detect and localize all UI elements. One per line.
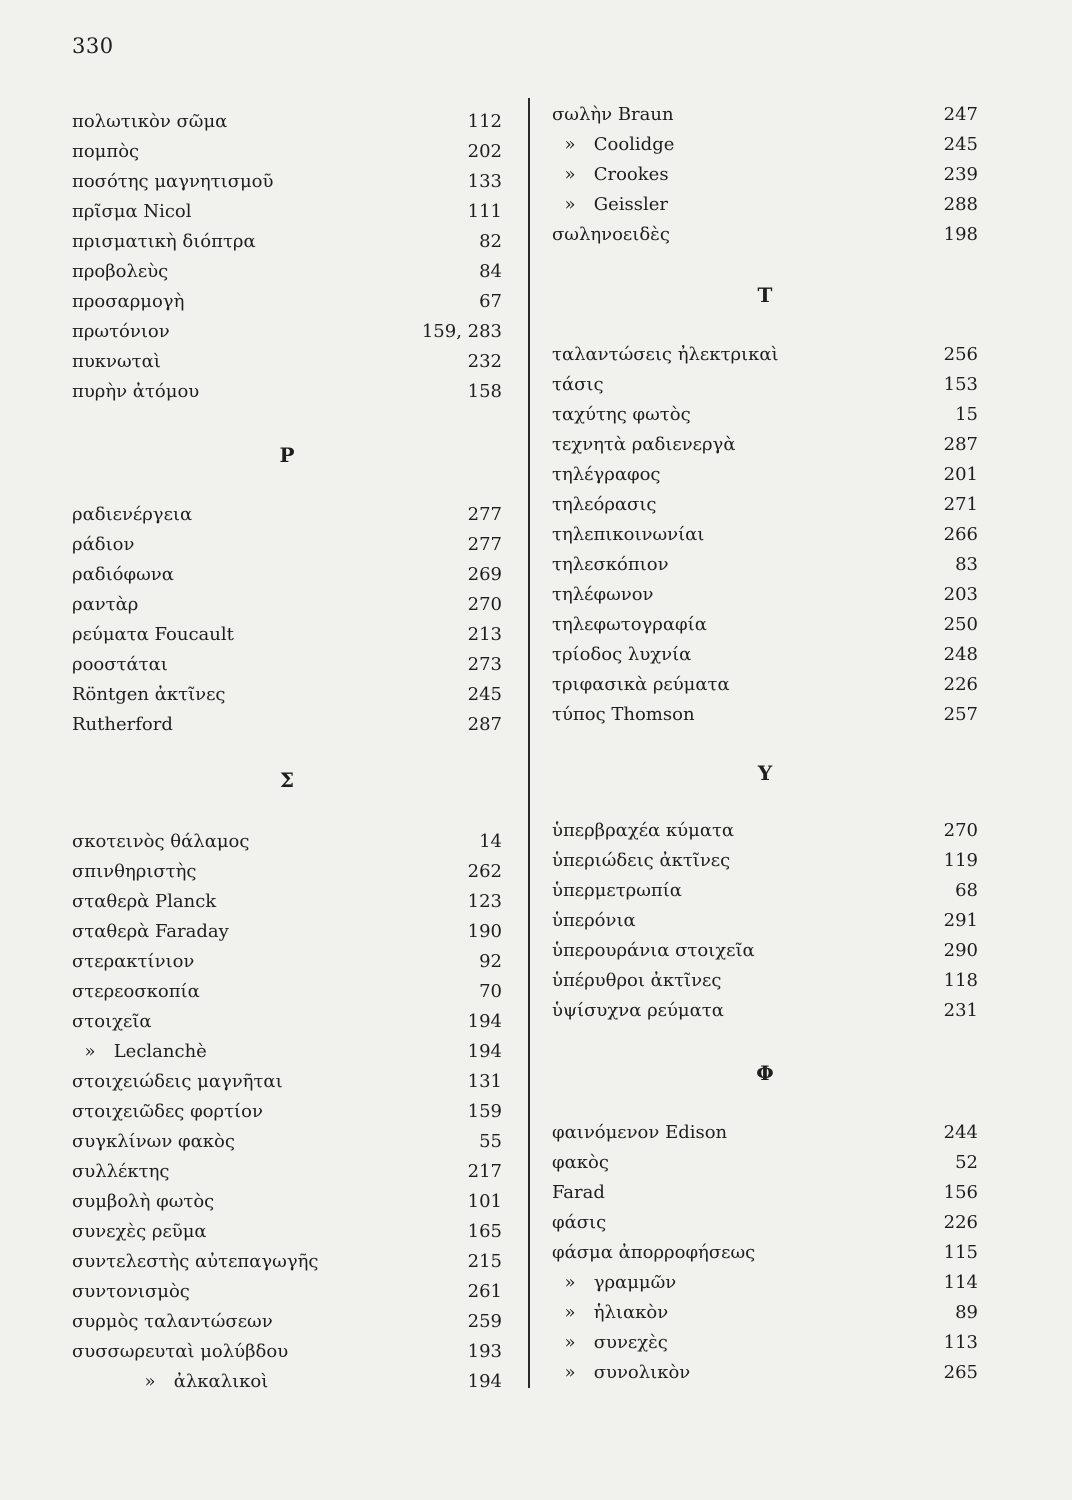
index-term: τηλεόρασις	[552, 494, 657, 515]
index-page-number: 84	[479, 261, 502, 282]
index-entry	[72, 257, 502, 287]
index-term: ράδιον	[72, 534, 135, 555]
index-page-number: 92	[479, 951, 502, 972]
index-entry	[72, 857, 502, 887]
index-page-number: 259	[467, 1311, 502, 1332]
index-page-number: 232	[467, 351, 502, 372]
index-page-number: 153	[943, 374, 978, 395]
index-page-number: 290	[943, 940, 978, 961]
index-page-number: 101	[467, 1191, 502, 1212]
index-term: φάσις	[552, 1212, 607, 1233]
index-term: Röntgen ἀκτῖνες	[72, 684, 226, 705]
index-term: » ἡλιακὸν	[552, 1298, 668, 1328]
index-page-number: 55	[479, 1131, 502, 1152]
index-entry	[72, 317, 502, 347]
index-entry	[552, 220, 978, 250]
index-entry	[72, 1187, 502, 1217]
index-entry	[72, 377, 502, 407]
index-term: σκοτεινὸς θάλαμος	[72, 831, 250, 852]
index-entry	[552, 966, 978, 996]
index-entry	[552, 816, 978, 846]
index-page-number: 156	[943, 1182, 978, 1203]
index-entry	[552, 1178, 978, 1208]
index-term: στερακτίνιον	[72, 951, 195, 972]
index-letter-heading: Φ	[756, 1061, 774, 1085]
index-term: ραδιενέργεια	[72, 504, 193, 525]
index-page-number: 194	[467, 1041, 502, 1062]
index-term: τρίοδος λυχνία	[552, 644, 692, 665]
ditto-mark: »	[564, 1362, 576, 1383]
index-term: τηλεπικοινωνίαι	[552, 524, 705, 545]
index-entry	[552, 1268, 978, 1298]
index-entry	[72, 530, 502, 560]
index-term: τηλεφωτογραφία	[552, 614, 707, 635]
ditto-mark: »	[564, 1332, 576, 1353]
index-entry	[552, 1328, 978, 1358]
index-term: » Crookes	[552, 160, 669, 190]
index-term: ὑψίσυχνα ρεύματα	[552, 1000, 724, 1021]
index-term: τύπος Thomson	[552, 704, 695, 725]
index-entry	[552, 1208, 978, 1238]
index-entry	[72, 710, 502, 740]
index-term: πομπὸς	[72, 141, 140, 162]
ditto-mark: »	[564, 134, 576, 155]
ditto-mark: »	[564, 164, 576, 185]
ditto-mark: »	[564, 1302, 576, 1323]
index-page-number: 202	[467, 141, 502, 162]
index-term: συγκλίνων φακὸς	[72, 1131, 235, 1152]
index-term: τηλεσκόπιον	[552, 554, 669, 575]
index-term: ροοστάται	[72, 654, 168, 675]
index-page-number: 256	[943, 344, 978, 365]
index-page-number: 118	[943, 970, 978, 991]
index-entry	[72, 347, 502, 377]
index-term: ὑπεριώδεις ἀκτῖνες	[552, 850, 731, 871]
index-entry	[72, 620, 502, 650]
index-entry	[72, 650, 502, 680]
index-term: σωληνοειδὲς	[552, 224, 670, 245]
index-page-number: 15	[955, 404, 978, 425]
index-page-number: 270	[943, 820, 978, 841]
index-entry	[72, 1277, 502, 1307]
index-term: στερεοσκοπία	[72, 981, 200, 1002]
index-term: ραδιόφωνα	[72, 564, 174, 585]
index-entry	[552, 190, 978, 220]
index-page-number: 213	[467, 624, 502, 645]
index-entry	[552, 846, 978, 876]
index-entry	[552, 876, 978, 906]
index-entry	[72, 947, 502, 977]
index-term: ὑπέρυθροι ἀκτῖνες	[552, 970, 722, 991]
index-term: πολωτικὸν σῶμα	[72, 111, 228, 132]
index-entry	[72, 560, 502, 590]
index-term: ταλαντώσεις ἠλεκτρικαὶ	[552, 344, 779, 365]
index-page-number: 244	[943, 1122, 978, 1143]
index-entry	[72, 1247, 502, 1277]
index-page-number: 198	[943, 224, 978, 245]
index-entry	[552, 520, 978, 550]
index-entry	[72, 1217, 502, 1247]
index-entry	[72, 827, 502, 857]
index-term: σπινθηριστὴς	[72, 861, 197, 882]
index-page-number: 277	[467, 534, 502, 555]
index-page-number: 277	[467, 504, 502, 525]
page-number: 330	[72, 34, 114, 58]
index-page-number: 133	[467, 171, 502, 192]
index-term: σωλὴν Braun	[552, 104, 674, 125]
index-term: ὑπερόνια	[552, 910, 636, 931]
index-page-number: 288	[943, 194, 978, 215]
index-entry	[72, 227, 502, 257]
index-page-number: 115	[943, 1242, 978, 1263]
index-entry	[552, 580, 978, 610]
index-page-number: 114	[943, 1272, 978, 1293]
index-term: τάσις	[552, 374, 604, 395]
index-entry	[552, 460, 978, 490]
index-term: πυκνωταὶ	[72, 351, 161, 372]
index-entry	[72, 977, 502, 1007]
index-entry	[72, 917, 502, 947]
index-term: συμβολὴ φωτὸς	[72, 1191, 215, 1212]
index-term: συσσωρευταὶ μολύβδου	[72, 1341, 289, 1362]
ditto-mark: »	[564, 194, 576, 215]
index-entry	[552, 700, 978, 730]
index-page-number: 215	[467, 1251, 502, 1272]
index-entry	[72, 1337, 502, 1367]
index-entry	[552, 640, 978, 670]
index-page-number: 239	[943, 164, 978, 185]
ditto-mark: »	[144, 1371, 156, 1392]
index-page-number: 266	[943, 524, 978, 545]
index-entry	[552, 1358, 978, 1388]
index-term: ὑπερβραχέα κύματα	[552, 820, 735, 841]
index-term: συρμὸς ταλαντώσεων	[72, 1311, 273, 1332]
index-term: προβολεὺς	[72, 261, 169, 282]
index-term: συλλέκτης	[72, 1161, 170, 1182]
index-term: συντονισμὸς	[72, 1281, 190, 1302]
index-entry	[552, 936, 978, 966]
index-entry	[72, 1097, 502, 1127]
index-entry	[72, 1037, 502, 1067]
index-entry	[552, 340, 978, 370]
index-entry	[72, 287, 502, 317]
index-term: » γραμμῶν	[552, 1268, 676, 1298]
index-term: πυρὴν ἀτόμου	[72, 381, 200, 402]
index-term: πρισματικὴ διόπτρα	[72, 231, 256, 252]
index-page-number: 269	[467, 564, 502, 585]
index-term: στοιχειῶδες φορτίον	[72, 1101, 263, 1122]
index-entry	[552, 1298, 978, 1328]
index-term: συνεχὲς ρεῦμα	[72, 1221, 207, 1242]
index-entry	[552, 550, 978, 580]
index-page-number: 231	[943, 1000, 978, 1021]
index-entry	[552, 1118, 978, 1148]
index-entry	[552, 100, 978, 130]
index-page-number: 82	[479, 231, 502, 252]
index-page-number: 194	[467, 1371, 502, 1392]
index-page-number: 271	[943, 494, 978, 515]
index-page-number: 291	[943, 910, 978, 931]
index-page-number: 111	[467, 201, 502, 222]
index-page-number: 67	[479, 291, 502, 312]
index-letter-heading: Τ	[757, 283, 773, 307]
index-term: Farad	[552, 1182, 605, 1203]
index-entry	[72, 1007, 502, 1037]
index-page-number: 131	[467, 1071, 502, 1092]
index-entry	[552, 1238, 978, 1268]
index-term: ρεύματα Foucault	[72, 624, 234, 645]
index-page-number: 159	[467, 1101, 502, 1122]
index-page-number: 287	[943, 434, 978, 455]
index-entry	[72, 1127, 502, 1157]
index-entry	[552, 490, 978, 520]
index-term: τηλέφωνον	[552, 584, 654, 605]
index-term: » Leclanchè	[72, 1037, 207, 1067]
index-page-number: 159, 283	[421, 321, 502, 342]
index-term: » συνεχὲς	[552, 1328, 668, 1358]
column-divider	[528, 98, 530, 1388]
index-page-number: 70	[479, 981, 502, 1002]
index-entry	[72, 500, 502, 530]
index-entry	[552, 996, 978, 1026]
index-page-number: 83	[955, 554, 978, 575]
index-entry	[72, 680, 502, 710]
index-page-number: 89	[955, 1302, 978, 1323]
index-page-number: 203	[943, 584, 978, 605]
index-page-number: 113	[943, 1332, 978, 1353]
ditto-mark: »	[84, 1041, 96, 1062]
index-term: πρῖσμα Nicol	[72, 201, 192, 222]
index-page-number: 201	[943, 464, 978, 485]
index-page-number: 257	[943, 704, 978, 725]
index-page-number: 193	[467, 1341, 502, 1362]
index-page-number: 265	[943, 1362, 978, 1383]
index-term: τεχνητὰ ραδιενεργὰ	[552, 434, 736, 455]
index-page-number: 262	[467, 861, 502, 882]
index-entry	[552, 370, 978, 400]
index-page-number: 14	[479, 831, 502, 852]
index-entry	[552, 130, 978, 160]
index-term: » συνολικὸν	[552, 1358, 690, 1388]
index-term: » Coolidge	[552, 130, 674, 160]
index-term: » Geissler	[552, 190, 668, 220]
index-page-number: 123	[467, 891, 502, 912]
index-term: στοιχεῖα	[72, 1011, 152, 1032]
index-entry	[552, 160, 978, 190]
index-page-number: 190	[467, 921, 502, 942]
index-entry	[72, 1307, 502, 1337]
index-term: τριφασικὰ ρεύματα	[552, 674, 730, 695]
index-term: ταχύτης φωτὸς	[552, 404, 691, 425]
index-entry	[72, 1157, 502, 1187]
index-entry	[552, 400, 978, 430]
index-entry	[552, 430, 978, 460]
index-page-number: 165	[467, 1221, 502, 1242]
index-term: σταθερὰ Planck	[72, 891, 217, 912]
index-term: φάσμα ἀπορροφήσεως	[552, 1242, 756, 1263]
index-entry	[552, 906, 978, 936]
index-page-number: 287	[467, 714, 502, 735]
index-page-number: 247	[943, 104, 978, 125]
index-page-number: 194	[467, 1011, 502, 1032]
index-entry	[72, 887, 502, 917]
index-term: τηλέγραφος	[552, 464, 661, 485]
index-entry	[72, 167, 502, 197]
index-entry	[552, 1148, 978, 1178]
index-term: φαινόμενον Edison	[552, 1122, 728, 1143]
index-term: φακὸς	[552, 1152, 609, 1173]
index-term: ὑπερουράνια στοιχεῖα	[552, 940, 755, 961]
index-term: προσαρμογὴ	[72, 291, 185, 312]
index-term: πρωτόνιον	[72, 321, 170, 342]
index-page-number: 273	[467, 654, 502, 675]
index-page-number: 226	[943, 674, 978, 695]
index-term: ποσότης μαγνητισμοῦ	[72, 171, 274, 192]
index-page-number: 248	[943, 644, 978, 665]
index-entry	[72, 107, 502, 137]
index-page-number: 245	[943, 134, 978, 155]
index-term: συντελεστὴς αὐτεπαγωγῆς	[72, 1251, 319, 1272]
index-term: ραντὰρ	[72, 594, 139, 615]
index-entry	[552, 670, 978, 700]
index-entry	[72, 137, 502, 167]
index-page-number: 250	[943, 614, 978, 635]
index-term: Rutherford	[72, 714, 173, 735]
index-letter-heading: Σ	[279, 768, 295, 792]
index-page-number: 52	[955, 1152, 978, 1173]
index-page-number: 226	[943, 1212, 978, 1233]
index-entry	[72, 590, 502, 620]
index-page-number: 245	[467, 684, 502, 705]
index-entry	[72, 1367, 502, 1397]
index-letter-heading: Ρ	[279, 443, 295, 467]
index-page-number: 112	[467, 111, 502, 132]
index-term: » ἀλκαλικοὶ	[72, 1367, 268, 1397]
ditto-mark: »	[564, 1272, 576, 1293]
index-entry	[552, 610, 978, 640]
index-page-number: 217	[467, 1161, 502, 1182]
index-page-number: 119	[943, 850, 978, 871]
index-page-number: 68	[955, 880, 978, 901]
index-entry	[72, 197, 502, 227]
index-page-number: 158	[467, 381, 502, 402]
index-entry	[72, 1067, 502, 1097]
index-page-number: 261	[467, 1281, 502, 1302]
index-term: στοιχειώδεις μαγνῆται	[72, 1071, 283, 1092]
index-term: σταθερὰ Faraday	[72, 921, 229, 942]
index-term: ὑπερμετρωπία	[552, 880, 682, 901]
index-page-number: 270	[467, 594, 502, 615]
index-letter-heading: Υ	[757, 761, 773, 785]
